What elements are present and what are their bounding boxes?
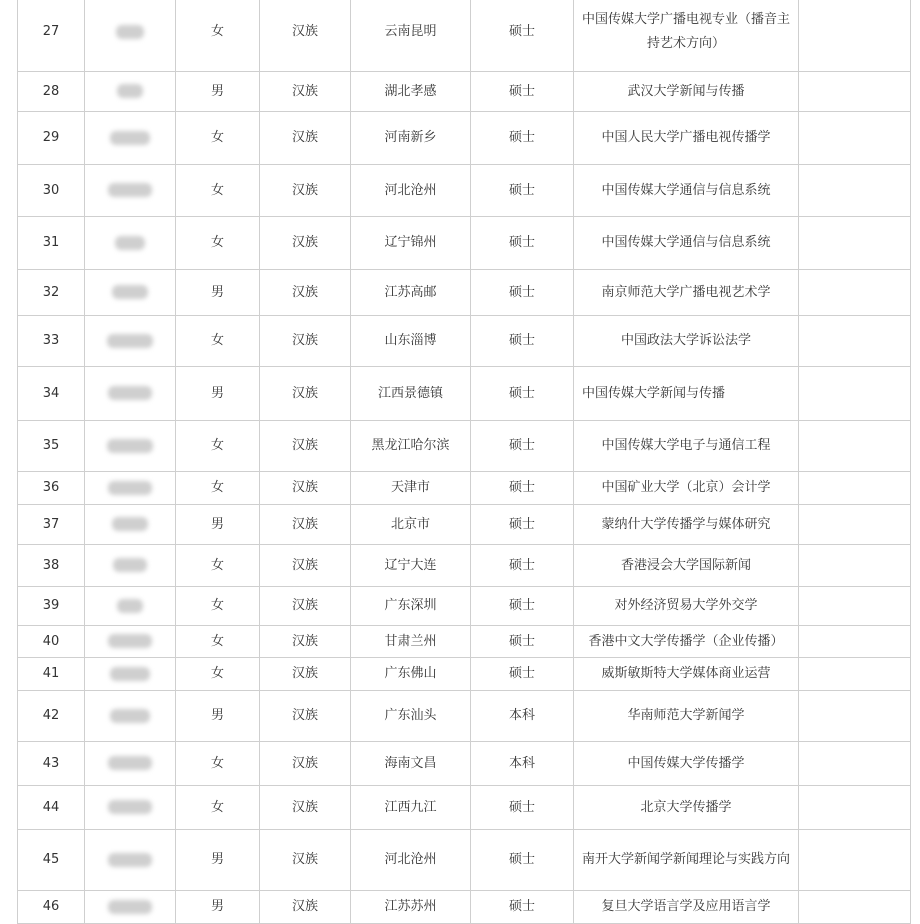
ethnicity-cell: 汉族 xyxy=(260,367,351,421)
gender-cell: 男 xyxy=(176,367,260,421)
number-cell: 32 xyxy=(18,270,85,316)
origin-cell: 江西景德镇 xyxy=(351,367,471,421)
origin-cell: 辽宁锦州 xyxy=(351,217,471,270)
school-major-cell: 中国矿业大学（北京）会计学 xyxy=(574,472,799,505)
ethnicity-cell: 汉族 xyxy=(260,691,351,742)
redacted-name xyxy=(108,756,152,770)
school-major-cell: 中国政法大学诉讼法学 xyxy=(574,316,799,367)
ethnicity-cell: 汉族 xyxy=(260,165,351,217)
origin-cell: 海南文昌 xyxy=(351,742,471,786)
name-cell xyxy=(85,421,176,472)
ethnicity-cell: 汉族 xyxy=(260,270,351,316)
origin-cell: 江苏苏州 xyxy=(351,891,471,924)
degree-cell: 硕士 xyxy=(471,505,574,545)
name-cell xyxy=(85,545,176,587)
name-cell xyxy=(85,742,176,786)
table-row xyxy=(18,658,911,691)
table-row xyxy=(18,316,911,367)
candidate-table xyxy=(17,0,911,924)
table-row xyxy=(18,421,911,472)
name-cell xyxy=(85,112,176,165)
blank-cell xyxy=(799,270,911,316)
ethnicity-cell: 汉族 xyxy=(260,742,351,786)
redacted-name xyxy=(113,558,147,572)
gender-cell: 男 xyxy=(176,891,260,924)
blank-cell xyxy=(799,72,911,112)
table-row xyxy=(18,626,911,658)
origin-cell: 北京市 xyxy=(351,505,471,545)
number-cell: 36 xyxy=(18,472,85,505)
redacted-name xyxy=(110,131,150,145)
school-major-cell: 威斯敏斯特大学媒体商业运营 xyxy=(574,658,799,691)
school-major-cell: 中国传媒大学电子与通信工程 xyxy=(574,421,799,472)
origin-cell: 河北沧州 xyxy=(351,830,471,891)
school-major-cell: 中国传媒大学通信与信息系统 xyxy=(574,165,799,217)
gender-cell: 女 xyxy=(176,316,260,367)
number-cell: 38 xyxy=(18,545,85,587)
degree-cell: 硕士 xyxy=(471,270,574,316)
redacted-name xyxy=(108,634,152,648)
table-row xyxy=(18,367,911,421)
number-cell: 37 xyxy=(18,505,85,545)
origin-cell: 河南新乡 xyxy=(351,112,471,165)
origin-cell: 天津市 xyxy=(351,472,471,505)
school-major-cell: 中国传媒大学广播电视专业（播音主持艺术方向） xyxy=(574,0,799,72)
name-cell xyxy=(85,658,176,691)
degree-cell: 硕士 xyxy=(471,545,574,587)
blank-cell xyxy=(799,112,911,165)
number-cell: 27 xyxy=(18,0,85,72)
blank-cell xyxy=(799,691,911,742)
redacted-name xyxy=(110,709,150,723)
ethnicity-cell: 汉族 xyxy=(260,587,351,626)
number-cell: 30 xyxy=(18,165,85,217)
name-cell xyxy=(85,691,176,742)
degree-cell: 硕士 xyxy=(471,891,574,924)
origin-cell: 辽宁大连 xyxy=(351,545,471,587)
school-major-cell: 蒙纳什大学传播学与媒体研究 xyxy=(574,505,799,545)
table-body xyxy=(18,0,911,924)
redacted-name xyxy=(108,800,152,814)
number-cell: 34 xyxy=(18,367,85,421)
blank-cell xyxy=(799,830,911,891)
table-row xyxy=(18,72,911,112)
ethnicity-cell: 汉族 xyxy=(260,0,351,72)
blank-cell xyxy=(799,367,911,421)
ethnicity-cell: 汉族 xyxy=(260,421,351,472)
name-cell xyxy=(85,270,176,316)
school-major-cell: 武汉大学新闻与传播 xyxy=(574,72,799,112)
gender-cell: 男 xyxy=(176,505,260,545)
name-cell xyxy=(85,367,176,421)
gender-cell: 女 xyxy=(176,626,260,658)
name-cell xyxy=(85,505,176,545)
gender-cell: 女 xyxy=(176,545,260,587)
redacted-name xyxy=(110,667,150,681)
blank-cell xyxy=(799,505,911,545)
gender-cell: 男 xyxy=(176,72,260,112)
name-cell xyxy=(85,72,176,112)
gender-cell: 女 xyxy=(176,112,260,165)
gender-cell: 女 xyxy=(176,472,260,505)
redacted-name xyxy=(108,183,152,197)
gender-cell: 女 xyxy=(176,165,260,217)
gender-cell: 男 xyxy=(176,830,260,891)
name-cell xyxy=(85,891,176,924)
number-cell: 29 xyxy=(18,112,85,165)
gender-cell: 女 xyxy=(176,786,260,830)
school-major-cell: 南京师范大学广播电视艺术学 xyxy=(574,270,799,316)
number-cell: 42 xyxy=(18,691,85,742)
blank-cell xyxy=(799,217,911,270)
school-major-cell: 北京大学传播学 xyxy=(574,786,799,830)
table-row xyxy=(18,505,911,545)
school-major-cell: 香港中文大学传播学（企业传播） xyxy=(574,626,799,658)
degree-cell: 本科 xyxy=(471,691,574,742)
origin-cell: 河北沧州 xyxy=(351,165,471,217)
table-row xyxy=(18,587,911,626)
ethnicity-cell: 汉族 xyxy=(260,217,351,270)
redacted-name xyxy=(108,900,152,914)
degree-cell: 硕士 xyxy=(471,626,574,658)
number-cell: 40 xyxy=(18,626,85,658)
redacted-name xyxy=(108,853,152,867)
number-cell: 39 xyxy=(18,587,85,626)
blank-cell xyxy=(799,587,911,626)
table-row xyxy=(18,830,911,891)
gender-cell: 女 xyxy=(176,0,260,72)
degree-cell: 硕士 xyxy=(471,587,574,626)
origin-cell: 广东汕头 xyxy=(351,691,471,742)
gender-cell: 女 xyxy=(176,658,260,691)
origin-cell: 湖北孝感 xyxy=(351,72,471,112)
origin-cell: 黑龙江哈尔滨 xyxy=(351,421,471,472)
ethnicity-cell: 汉族 xyxy=(260,472,351,505)
ethnicity-cell: 汉族 xyxy=(260,112,351,165)
blank-cell xyxy=(799,658,911,691)
number-cell: 46 xyxy=(18,891,85,924)
name-cell xyxy=(85,472,176,505)
gender-cell: 男 xyxy=(176,270,260,316)
school-major-cell: 中国传媒大学通信与信息系统 xyxy=(574,217,799,270)
table-row xyxy=(18,270,911,316)
degree-cell: 硕士 xyxy=(471,367,574,421)
table-row xyxy=(18,217,911,270)
table-row xyxy=(18,545,911,587)
gender-cell: 女 xyxy=(176,587,260,626)
degree-cell: 硕士 xyxy=(471,830,574,891)
ethnicity-cell: 汉族 xyxy=(260,891,351,924)
ethnicity-cell: 汉族 xyxy=(260,626,351,658)
origin-cell: 云南昆明 xyxy=(351,0,471,72)
origin-cell: 江苏高邮 xyxy=(351,270,471,316)
blank-cell xyxy=(799,742,911,786)
degree-cell: 硕士 xyxy=(471,165,574,217)
gender-cell: 女 xyxy=(176,742,260,786)
degree-cell: 本科 xyxy=(471,742,574,786)
origin-cell: 山东淄博 xyxy=(351,316,471,367)
ethnicity-cell: 汉族 xyxy=(260,72,351,112)
school-major-cell: 对外经济贸易大学外交学 xyxy=(574,587,799,626)
school-major-cell: 复旦大学语言学及应用语言学 xyxy=(574,891,799,924)
school-major-cell: 中国传媒大学新闻与传播 xyxy=(574,367,799,421)
origin-cell: 广东深圳 xyxy=(351,587,471,626)
name-cell xyxy=(85,165,176,217)
redacted-name xyxy=(112,517,148,531)
ethnicity-cell: 汉族 xyxy=(260,658,351,691)
redacted-name xyxy=(107,439,153,453)
number-cell: 31 xyxy=(18,217,85,270)
name-cell xyxy=(85,217,176,270)
table-row xyxy=(18,691,911,742)
school-major-cell: 华南师范大学新闻学 xyxy=(574,691,799,742)
number-cell: 28 xyxy=(18,72,85,112)
degree-cell: 硕士 xyxy=(471,217,574,270)
degree-cell: 硕士 xyxy=(471,658,574,691)
origin-cell: 甘肃兰州 xyxy=(351,626,471,658)
redacted-name xyxy=(116,25,144,39)
blank-cell xyxy=(799,891,911,924)
school-major-cell: 中国传媒大学传播学 xyxy=(574,742,799,786)
redacted-name xyxy=(112,285,148,299)
name-cell xyxy=(85,316,176,367)
ethnicity-cell: 汉族 xyxy=(260,786,351,830)
table-row xyxy=(18,891,911,924)
number-cell: 45 xyxy=(18,830,85,891)
redacted-name xyxy=(108,481,152,495)
number-cell: 35 xyxy=(18,421,85,472)
redacted-name xyxy=(117,84,143,98)
gender-cell: 男 xyxy=(176,691,260,742)
name-cell xyxy=(85,786,176,830)
number-cell: 33 xyxy=(18,316,85,367)
name-cell xyxy=(85,626,176,658)
degree-cell: 硕士 xyxy=(471,472,574,505)
degree-cell: 硕士 xyxy=(471,112,574,165)
origin-cell: 广东佛山 xyxy=(351,658,471,691)
degree-cell: 硕士 xyxy=(471,421,574,472)
blank-cell xyxy=(799,421,911,472)
table-row xyxy=(18,0,911,72)
blank-cell xyxy=(799,786,911,830)
school-major-cell: 中国人民大学广播电视传播学 xyxy=(574,112,799,165)
school-major-cell: 南开大学新闻学新闻理论与实践方向 xyxy=(574,830,799,891)
degree-cell: 硕士 xyxy=(471,72,574,112)
blank-cell xyxy=(799,472,911,505)
number-cell: 44 xyxy=(18,786,85,830)
table-row xyxy=(18,472,911,505)
table-row xyxy=(18,742,911,786)
gender-cell: 女 xyxy=(176,421,260,472)
number-cell: 43 xyxy=(18,742,85,786)
number-cell: 41 xyxy=(18,658,85,691)
origin-cell: 江西九江 xyxy=(351,786,471,830)
redacted-name xyxy=(117,599,143,613)
blank-cell xyxy=(799,0,911,72)
school-major-cell: 香港浸会大学国际新闻 xyxy=(574,545,799,587)
redacted-name xyxy=(107,334,153,348)
blank-cell xyxy=(799,165,911,217)
ethnicity-cell: 汉族 xyxy=(260,316,351,367)
degree-cell: 硕士 xyxy=(471,0,574,72)
ethnicity-cell: 汉族 xyxy=(260,505,351,545)
ethnicity-cell: 汉族 xyxy=(260,545,351,587)
table-row xyxy=(18,165,911,217)
name-cell xyxy=(85,587,176,626)
blank-cell xyxy=(799,626,911,658)
ethnicity-cell: 汉族 xyxy=(260,830,351,891)
table-row xyxy=(18,786,911,830)
redacted-name xyxy=(108,386,152,400)
name-cell xyxy=(85,0,176,72)
table-row xyxy=(18,112,911,165)
redacted-name xyxy=(115,236,145,250)
name-cell xyxy=(85,830,176,891)
degree-cell: 硕士 xyxy=(471,316,574,367)
blank-cell xyxy=(799,545,911,587)
blank-cell xyxy=(799,316,911,367)
gender-cell: 女 xyxy=(176,217,260,270)
degree-cell: 硕士 xyxy=(471,786,574,830)
